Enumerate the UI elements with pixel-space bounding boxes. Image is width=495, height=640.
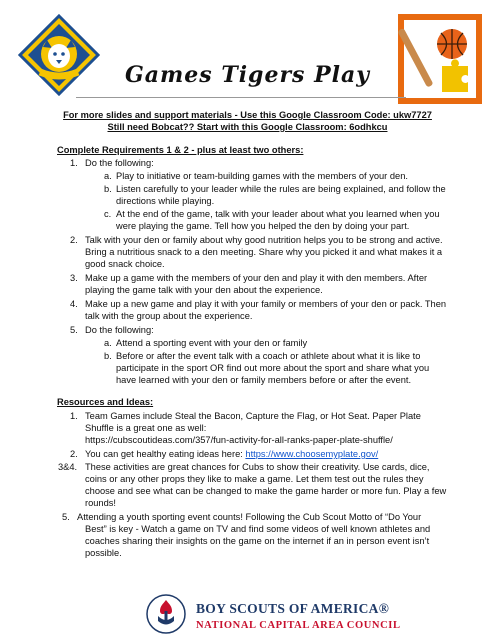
council-name: NATIONAL CAPITAL AREA COUNCIL (196, 620, 401, 631)
list-item: Bring a nutritious snack to a den meeting. Share why you picked it and what makes it a (85, 247, 443, 257)
list-item-text: You can get healthy eating ideas here: (85, 449, 246, 459)
bsa-seal-logo (146, 594, 186, 634)
list-number: 3&4. (58, 462, 78, 472)
list-number: 5. (62, 512, 70, 522)
list-item: Talk with your den or family about why good nutrition helps you to be strong and active. (85, 235, 443, 245)
list-item: directions while playing. (116, 196, 215, 206)
classroom-code-line: For more slides and support materials - Use this Google Classroom Code: ukw7727 (63, 110, 432, 120)
list-item: Best” is key - Watch a game on TV and find some videos of well known athletes and (85, 524, 431, 534)
list-number: 1. (70, 158, 78, 168)
list-letter: a. (104, 338, 112, 348)
list-item: possible. (85, 548, 122, 558)
bobcat-classroom-line: Still need Bobcat?? Start with this Google Classroom: 6odhkcu (107, 122, 388, 132)
list-item: good snack choice. (85, 259, 165, 269)
list-item: participate in the sport OR find out more about the sport and share what you (116, 363, 430, 373)
bsa-name: BOY SCOUTS OF AMERICA® (196, 601, 390, 616)
list-letter: c. (104, 209, 112, 219)
paper-plate-url: https://cubscoutideas.com/357/fun-activity-for-all-ranks-paper-plate-shuffle/ (85, 435, 393, 445)
list-item: have learned with your den or family members before or after the event. (116, 375, 412, 385)
list-number: 2. (70, 235, 78, 245)
list-item: Listen carefully to your leader while the rules are being explained, and follow the (116, 184, 446, 194)
list-number: 1. (70, 411, 78, 421)
list-item: Play to initiative or team-building games with the members of your den. (116, 171, 408, 181)
list-item: Make up a game with the members of your den and play it with den members. After (85, 273, 428, 283)
list-item: Before or after the event talk with a coach or athlete about what it is like to (116, 351, 421, 361)
page-title: Games Tigers Play (124, 62, 371, 88)
list-number: 5. (70, 325, 78, 335)
list-item: choose and see what can be changed to make the game harder or more fun. Play a few (85, 486, 447, 496)
list-item: coins or any other props they like to make a game. Let them test out the rules they (85, 474, 424, 484)
list-number: 2. (70, 449, 78, 459)
choosemyplate-link[interactable]: https://www.choosemyplate.gov/ (245, 449, 379, 459)
list-item: Team Games include Steal the Bacon, Capture the Flag, or Hot Seat. Paper Plate (85, 411, 421, 421)
list-item: At the end of the game, talk with your leader about what you learned when you (116, 209, 440, 219)
list-item: Attend a sporting event with your den or family (116, 338, 308, 348)
title-divider (76, 97, 406, 98)
list-item: were playing the game. Tell how you helped the den by doing your part. (116, 221, 410, 231)
list-item: coaches sharing their insights on the game on the internet if an in person event isn’t (85, 536, 430, 546)
sports-games-image (398, 14, 482, 104)
list-item: talk with the group about the experience. (85, 311, 253, 321)
list-number: 4. (70, 299, 78, 309)
list-item: Attending a youth sporting event counts! Following the Cub Scout Motto of “Do Your (77, 512, 422, 522)
list-item: Shuffle is a great one as well: (85, 423, 207, 433)
list-item: Make up a new game and play it with your family or members of your den or pack. Then (85, 299, 447, 309)
list-item (85, 448, 378, 460)
list-item: playing the game talk with your den about the experience. (85, 285, 323, 295)
list-number: 3. (70, 273, 78, 283)
resources-heading: Resources and Ideas: (57, 397, 154, 407)
list-letter: b. (104, 351, 112, 361)
list-item: Do the following: (85, 158, 154, 168)
list-item: Do the following: (85, 325, 154, 335)
list-item: rounds! (85, 498, 117, 508)
list-item: These activities are great chances for Cubs to show their creativity. Use cards, dice, (85, 462, 430, 472)
list-letter: b. (104, 184, 112, 194)
list-letter: a. (104, 171, 112, 181)
requirements-heading: Complete Requirements 1 & 2 - plus at least two others: (57, 145, 304, 155)
